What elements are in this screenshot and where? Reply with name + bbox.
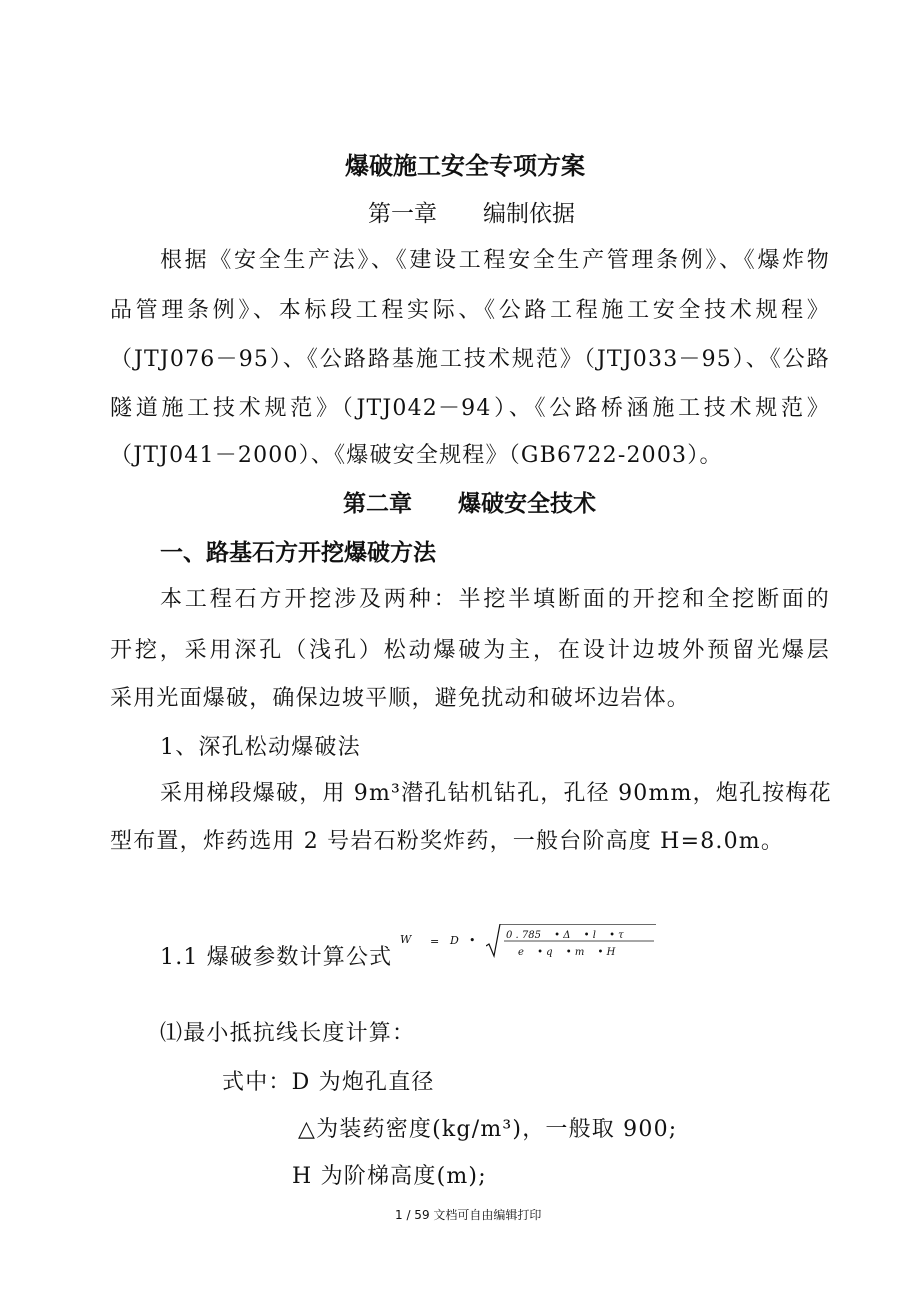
formula-dot: • <box>469 934 476 947</box>
formula-numerator: 0 . 785 • Δ • l • τ <box>506 930 624 941</box>
blast-parameter-formula <box>400 922 660 962</box>
section-1-heading: 一、路基石方开挖爆破方法 <box>160 539 436 566</box>
where-line: 式中：D 为炮孔直径 <box>222 1070 435 1095</box>
item-1-heading: ⑴最小抵抗线长度计算： <box>160 1021 416 1046</box>
para1-line5: （JTJ041－2000）、《爆破安全规程》（GB6722-2003）。 <box>110 443 723 468</box>
para1-line1: 根据《安全生产法》、《建设工程安全生产管理条例》、《爆炸物 <box>160 248 830 273</box>
formula-denominator: e • q • m • H <box>518 947 616 958</box>
para2-line3: 采用光面爆破，确保边坡平顺，避免扰动和破坏边岩体。 <box>110 686 691 711</box>
para3-line1: 采用梯段爆破，用 9m³潜孔钻机钻孔，孔径 90mm，炮孔按梅花 <box>160 781 832 806</box>
para2-line2: 开挖，采用深孔（浅孔）松动爆破为主，在设计边坡外预留光爆层 <box>110 638 830 663</box>
para1-line4: 隧道施工技术规范》（JTJ042－94）、《公路桥涵施工技术规范》 <box>110 396 830 421</box>
page-footer: 1 / 59 文档可自由编辑打印 <box>395 1208 542 1222</box>
para1-line3: （JTJ076－95）、《公路路基施工技术规范》（JTJ033－95）、《公路 <box>110 347 830 372</box>
subsection-1-heading: 1、深孔松动爆破法 <box>160 735 361 760</box>
para3-line2: 型布置，炸药选用 2 号岩石粉奖炸药，一般台阶高度 H=8.0m。 <box>110 829 785 854</box>
h-line: H 为阶梯高度(m); <box>292 1164 487 1189</box>
delta-line: △为装药密度(kg/m³)，一般取 900; <box>298 1117 678 1142</box>
chapter-2-heading: 第二章 爆破安全技术 <box>343 490 596 517</box>
formula-equals: = <box>430 935 440 948</box>
formula-d: D <box>450 934 459 947</box>
chapter-1-heading: 第一章 编制依据 <box>368 201 575 227</box>
document-title: 爆破施工安全专项方案 <box>345 151 585 180</box>
para2-line1: 本工程石方开挖涉及两种：半挖半填断面的开挖和全挖断面的 <box>160 587 830 612</box>
formula-lhs: W <box>400 933 412 946</box>
para1-line2: 品管理条例》、本标段工程实际、《公路工程施工安全技术规程》 <box>110 298 830 323</box>
formula-label: 1.1 爆破参数计算公式 <box>160 945 393 970</box>
